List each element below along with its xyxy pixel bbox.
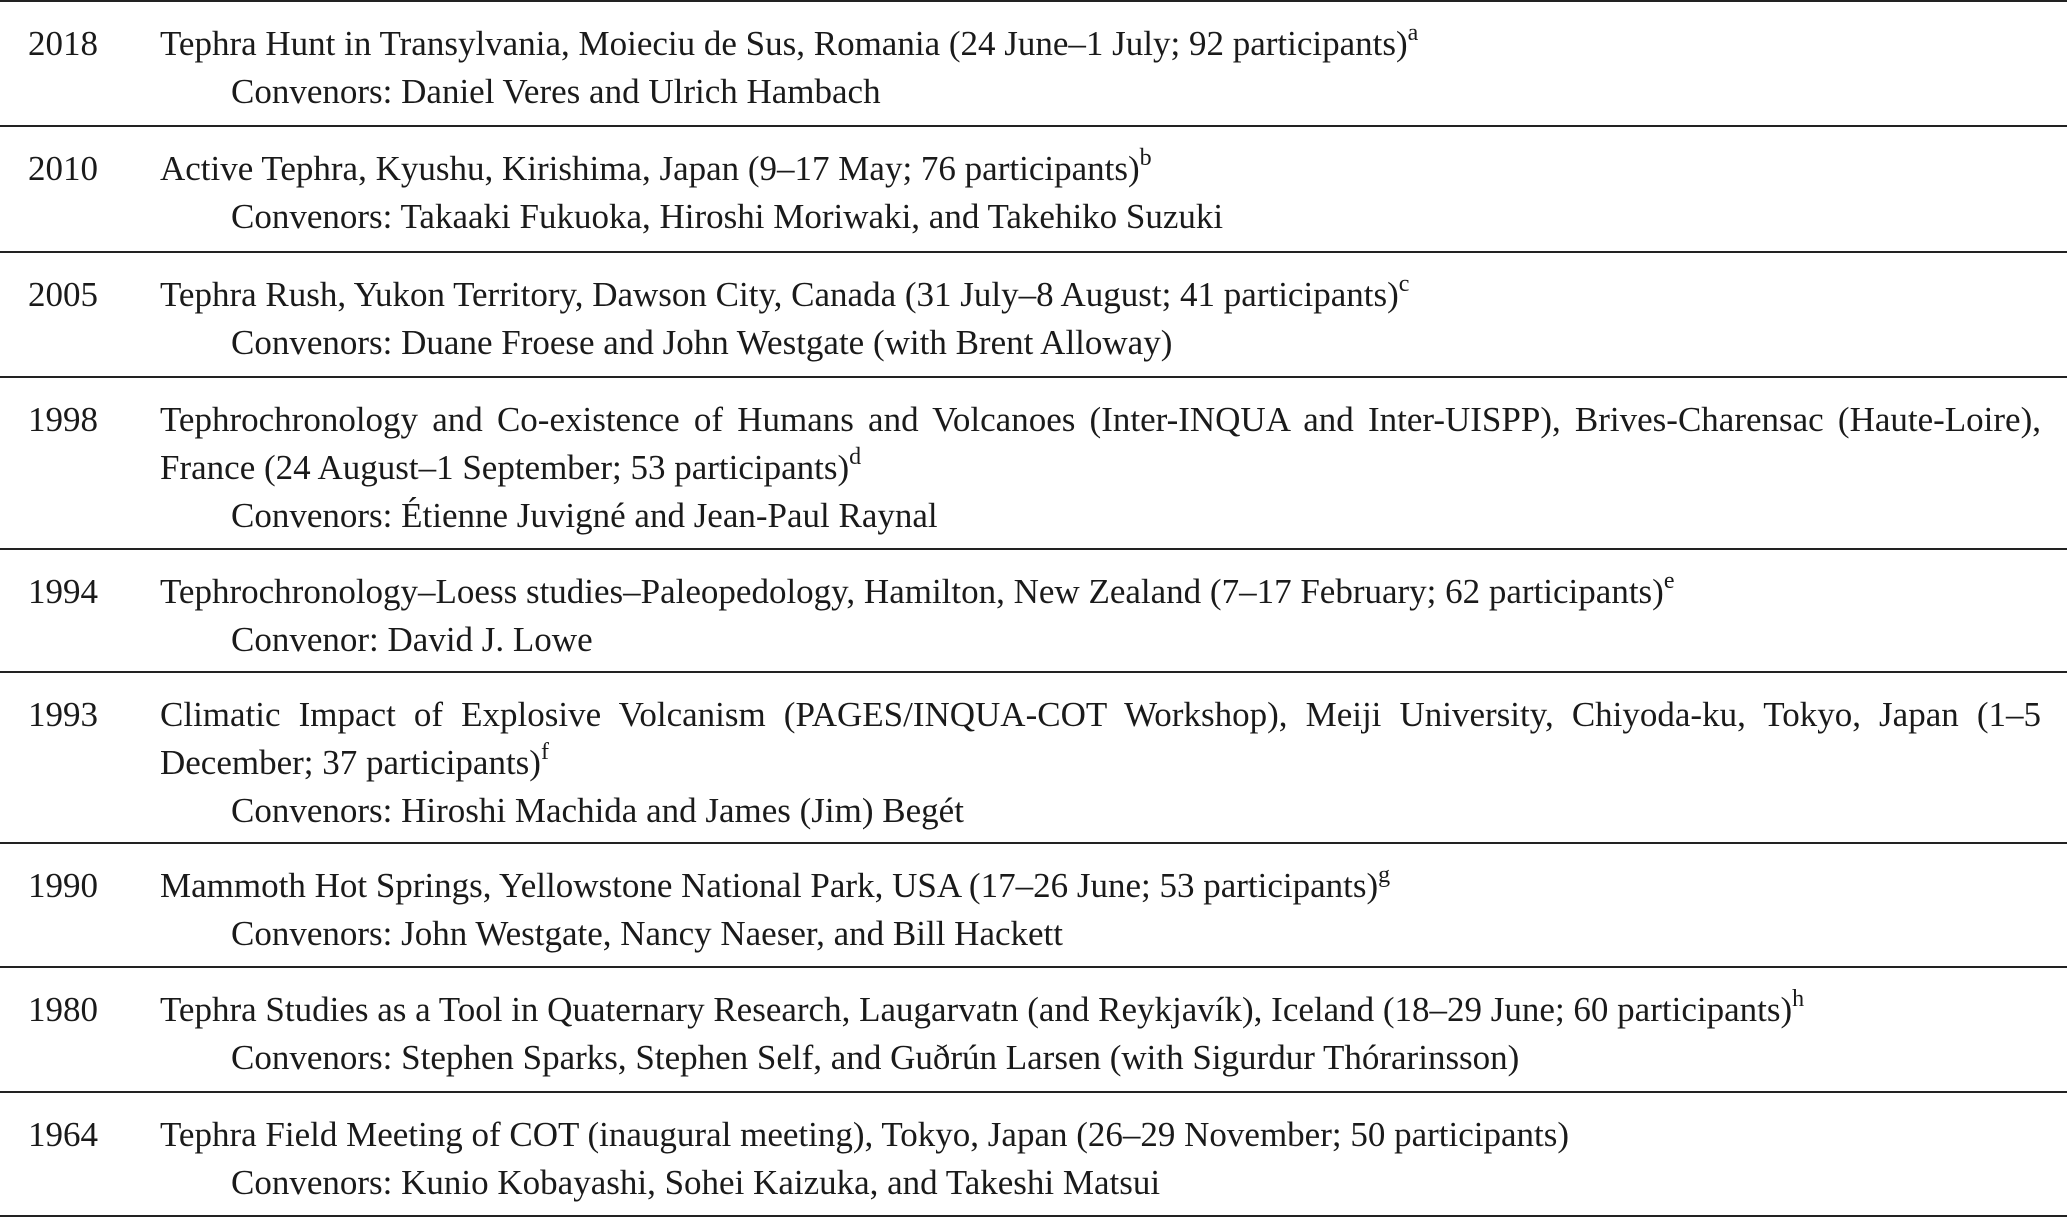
footnote-marker: e [1663, 568, 1675, 595]
convenors: Convenors: Takaaki Fukuoka, Hiroshi Moriwaki, and Takehiko Suzuki [231, 197, 1224, 236]
year-cell: 2005 [28, 275, 98, 314]
convenors: Convenors: Hiroshi Machida and James (Jim) Begét [231, 791, 964, 830]
convenors: Convenors: Kunio Kobayashi, Sohei Kaizuka, and Takeshi Matsui [231, 1163, 1161, 1202]
table-row [0, 673, 2067, 844]
footnote-marker: c [1398, 271, 1410, 298]
meeting-cell [160, 378, 2067, 540]
meeting-cell [160, 1093, 2067, 1207]
convenors: Convenors: Duane Froese and John Westgate (with Brent Alloway) [231, 323, 1173, 362]
meeting-title [160, 396, 2041, 492]
meeting-title [160, 1111, 2041, 1159]
meeting-cell [160, 968, 2067, 1082]
footnote-marker: b [1139, 145, 1152, 172]
meeting-title-text: Tephrochronology–Loess studies–Paleopedology, Hamilton, New Zealand (7–17 February; 62 participants) [160, 572, 1664, 611]
year-cell: 2018 [28, 24, 98, 63]
meeting-title-text: Climatic Impact of Explosive Volcanism (PAGES/INQUA-COT Workshop), Meiji University, Chiyoda-ku, Tokyo, Japan (1–5 December; 37 participants) [160, 695, 2041, 782]
meeting-cell [160, 673, 2067, 835]
meeting-title-text: Mammoth Hot Springs, Yellowstone National Park, USA (17–26 June; 53 participants) [160, 866, 1379, 905]
footnote-marker: g [1378, 862, 1391, 889]
year-cell: 1980 [28, 990, 98, 1029]
meeting-title-text: Tephra Studies as a Tool in Quaternary Research, Laugarvatn (and Reykjavík), Iceland (18–29 June; 60 participants) [160, 990, 1793, 1029]
footnote-marker: h [1792, 986, 1805, 1013]
table-row [0, 844, 2067, 968]
meeting-title-text: Tephra Field Meeting of COT (inaugural meeting), Tokyo, Japan (26–29 November; 50 participants) [160, 1115, 1570, 1154]
table-row [0, 1093, 2067, 1217]
meeting-title-text: Tephra Rush, Yukon Territory, Dawson City, Canada (31 July–8 August; 41 participants) [160, 275, 1399, 314]
meeting-title [160, 986, 2041, 1034]
table-row [0, 968, 2067, 1093]
year-cell: 1993 [28, 695, 98, 734]
year-cell: 1994 [28, 572, 98, 611]
convenors: Convenors: Daniel Veres and Ulrich Hambach [231, 72, 881, 111]
footnote-marker: d [849, 444, 862, 471]
table-row [0, 127, 2067, 253]
meeting-title [160, 691, 2041, 787]
meeting-title [160, 145, 2041, 193]
meeting-title [160, 568, 2041, 616]
meeting-cell [160, 550, 2067, 664]
convenors: Convenors: John Westgate, Nancy Naeser, and Bill Hackett [231, 914, 1064, 953]
meeting-title [160, 271, 2041, 319]
year-cell: 1990 [28, 866, 98, 905]
footnote-marker: f [540, 739, 549, 766]
meeting-title [160, 20, 2041, 68]
meeting-title [160, 862, 2041, 910]
year-cell: 1998 [28, 400, 98, 439]
meeting-title-text: Tephra Hunt in Transylvania, Moieciu de Sus, Romania (24 June–1 July; 92 participants) [160, 24, 1408, 63]
footnote-marker: a [1407, 20, 1419, 47]
meeting-title-text: Tephrochronology and Co-existence of Humans and Volcanoes (Inter-INQUA and Inter-UISPP), Brives-Charensac (Haute-Loire), France (24 August–1 September; 53 participants) [160, 400, 2041, 487]
table-row [0, 253, 2067, 378]
table-row [0, 550, 2067, 673]
meeting-cell [160, 2, 2067, 116]
meeting-cell [160, 253, 2067, 367]
meeting-cell [160, 844, 2067, 958]
convenors: Convenors: Étienne Juvigné and Jean-Paul Raynal [231, 496, 938, 535]
year-cell: 1964 [28, 1115, 98, 1154]
table-row [0, 2, 2067, 127]
year-cell: 2010 [28, 149, 98, 188]
convenors: Convenor: David J. Lowe [231, 620, 593, 659]
meeting-cell [160, 127, 2067, 241]
convenors: Convenors: Stephen Sparks, Stephen Self, and Guðrún Larsen (with Sigurdur Thórarinsson) [231, 1038, 1520, 1077]
table-row [0, 378, 2067, 550]
meeting-title-text: Active Tephra, Kyushu, Kirishima, Japan (9–17 May; 76 participants) [160, 149, 1140, 188]
